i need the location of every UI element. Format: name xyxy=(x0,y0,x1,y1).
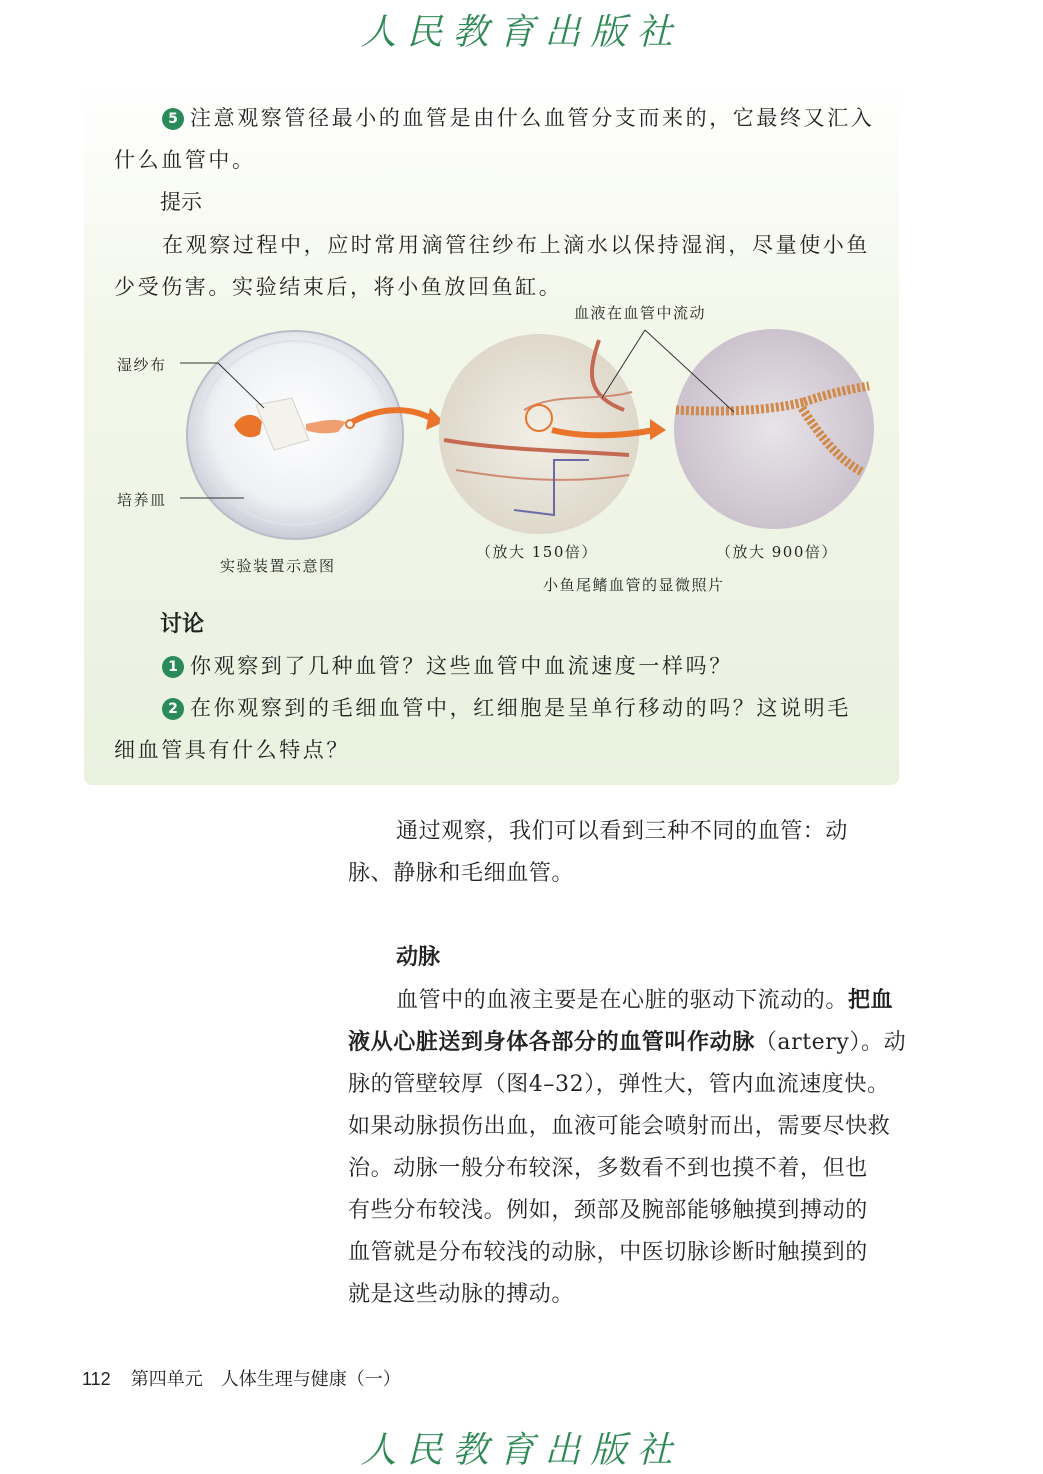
label-petri-dish: 培养皿 xyxy=(117,491,167,509)
artery-line8: 就是这些动脉的搏动。 xyxy=(348,1282,575,1307)
label-wet-gauze: 湿纱布 xyxy=(117,356,167,374)
magnification-900: （放大 900倍） xyxy=(716,543,838,561)
artery-line6: 有些分布较浅。例如，颈部及腕部能够触摸到搏动的 xyxy=(348,1198,868,1223)
hint-line1: 在观察过程中，应时常用滴管往纱布上滴水以保持湿润，尽量使小鱼 xyxy=(162,233,870,257)
artery-line4: 如果动脉损伤出血，血液可能会喷射而出，需要尽快救 xyxy=(348,1114,891,1139)
artery-line7: 血管就是分布较浅的动脉，中医切脉诊断时触摸到的 xyxy=(348,1240,868,1265)
artery-line1: 血管中的血液主要是在心脏的驱动下流动的。把血 xyxy=(396,987,894,1013)
discussion-q2-line2: 细血管具有什么特点？ xyxy=(114,738,350,762)
publisher-logo-bottom: 人民教育出版社 xyxy=(360,1430,683,1471)
publisher-logo-top: 人民教育出版社 xyxy=(360,12,683,53)
artery-line5: 治。动脉一般分布较深，多数看不到也摸不着，但也 xyxy=(348,1156,868,1181)
q2-marker: 2 xyxy=(162,698,184,720)
hint-heading: 提示 xyxy=(160,190,202,214)
artery-line3: 脉的管壁较厚（图4–32），弹性大，管内血流速度快。 xyxy=(348,1072,890,1097)
label-blood-flow: 血液在血管中流动 xyxy=(574,304,707,322)
discussion-q2-line1: 2 在你观察到的毛细血管中，红细胞是呈单行移动的吗？这说明毛 xyxy=(162,692,851,722)
page-footer xyxy=(82,1365,401,1391)
step5-line1: 5 注意观察管径最小的血管是由什么血管分支而来的，它最终又汇入 xyxy=(162,102,874,132)
caption-micrographs: 小鱼尾鳍血管的显微照片 xyxy=(543,576,725,594)
caption-setup: 实验装置示意图 xyxy=(220,557,336,575)
discussion-q1: 1 你观察到了几种血管？这些血管中血流速度一样吗？ xyxy=(162,650,733,680)
intro-line2: 脉、静脉和毛细血管。 xyxy=(348,861,575,886)
chapter-title: 第四单元 人体生理与健康（一） xyxy=(130,1369,401,1389)
magnification-150: （放大 150倍） xyxy=(476,543,598,561)
step5-marker: 5 xyxy=(162,108,184,130)
artery-line2: 液从心脏送到身体各部分的血管叫作动脉（artery）。动 xyxy=(348,1029,907,1055)
petri-dish-illustration xyxy=(187,331,403,539)
artery-heading: 动脉 xyxy=(396,945,441,970)
step5-line2: 什么血管中。 xyxy=(114,148,256,172)
q1-marker: 1 xyxy=(162,656,184,678)
hint-line2: 少受伤害。实验结束后，将小鱼放回鱼缸。 xyxy=(114,275,563,299)
micrograph-900x xyxy=(674,329,874,529)
discussion-heading: 讨论 xyxy=(160,612,205,637)
page-number: 112 xyxy=(82,1369,111,1389)
intro-line1: 通过观察，我们可以看到三种不同的血管：动 xyxy=(396,819,849,844)
